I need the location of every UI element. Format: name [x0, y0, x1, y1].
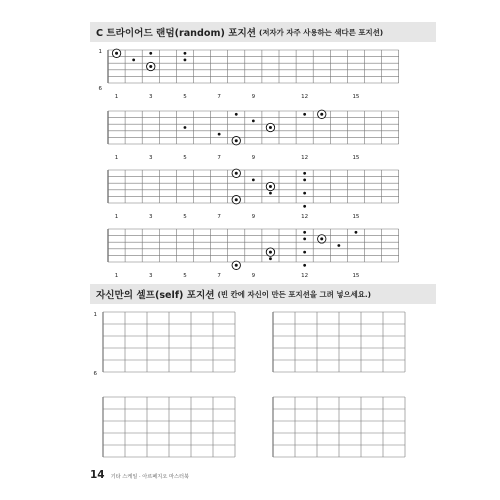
fret-number-label: 1	[114, 155, 119, 161]
fret-number-label: 15	[352, 273, 360, 279]
fret-number-label: 12	[301, 273, 309, 279]
page-footer	[90, 469, 189, 481]
fret-number-label: 5	[183, 94, 187, 100]
root-note-dot	[235, 198, 238, 201]
root-note-dot	[320, 113, 323, 116]
note-dot	[252, 120, 255, 123]
note-dot	[303, 205, 306, 208]
root-note-dot	[235, 139, 238, 142]
fret-number-label: 7	[217, 273, 221, 279]
note-dot	[184, 126, 187, 129]
root-note-dot	[149, 65, 152, 68]
note-dot	[252, 179, 255, 182]
note-dot	[184, 59, 187, 62]
fret-number-label: 9	[251, 214, 256, 220]
fret-number-label: 1	[114, 273, 119, 279]
section2-note: (빈 칸에 자신이 만든 포지션을 그려 넣으세요.)	[217, 289, 372, 299]
string-label-top: 1	[93, 312, 97, 318]
root-note-dot	[269, 126, 272, 129]
note-dot	[269, 192, 272, 195]
fret-number-label: 15	[352, 214, 360, 220]
note-dot	[235, 113, 238, 116]
fret-number-label: 9	[251, 155, 256, 161]
fret-number-label: 3	[149, 94, 153, 100]
note-dot	[303, 172, 306, 175]
fret-number-label: 15	[352, 155, 360, 161]
string-label-bottom: 6	[93, 371, 97, 377]
fret-number-label: 7	[217, 214, 221, 220]
section1-title: C 트라이어드 랜덤(random) 포지션	[96, 28, 256, 39]
root-note-dot	[269, 251, 272, 254]
section2-title: 자신만의 셀프(self) 포지션	[96, 290, 215, 301]
note-dot	[355, 231, 358, 234]
root-note-dot	[235, 264, 238, 267]
note-dot	[269, 257, 272, 260]
string-label-bottom: 6	[98, 86, 102, 92]
fret-number-label: 3	[149, 273, 153, 279]
fret-number-label: 5	[183, 214, 187, 220]
fret-number-label: 1	[114, 94, 119, 100]
fret-number-label: 12	[301, 214, 309, 220]
note-dot	[149, 52, 152, 55]
fret-number-label: 12	[301, 155, 309, 161]
fret-number-label: 3	[149, 214, 153, 220]
fret-number-label: 3	[149, 155, 153, 161]
section1-note: (저자가 자주 사용하는 색다른 포지션)	[259, 27, 384, 37]
note-dot	[303, 113, 306, 116]
string-label-top: 1	[98, 49, 102, 55]
fret-number-label: 9	[251, 273, 256, 279]
fret-number-label: 7	[217, 94, 221, 100]
note-dot	[132, 59, 135, 62]
note-dot	[218, 133, 221, 136]
note-dot	[303, 264, 306, 267]
note-dot	[303, 238, 306, 241]
root-note-dot	[115, 52, 118, 55]
note-dot	[184, 52, 187, 55]
fret-number-label: 9	[251, 94, 256, 100]
note-dot	[303, 251, 306, 254]
fret-number-label: 7	[217, 155, 221, 161]
note-dot	[303, 192, 306, 195]
fret-number-label: 1	[114, 214, 119, 220]
root-note-dot	[235, 172, 238, 175]
fret-number-label: 5	[183, 155, 187, 161]
book-title: 기타 스케일 · 아르페지오 마스터북	[110, 474, 190, 480]
note-dot	[337, 244, 340, 247]
root-note-dot	[320, 237, 323, 240]
fret-number-label: 5	[183, 273, 187, 279]
page-number: 14	[90, 469, 105, 481]
note-dot	[303, 231, 306, 234]
fret-number-label: 15	[352, 94, 360, 100]
root-note-dot	[269, 185, 272, 188]
note-dot	[303, 179, 306, 182]
fret-number-label: 12	[301, 94, 309, 100]
